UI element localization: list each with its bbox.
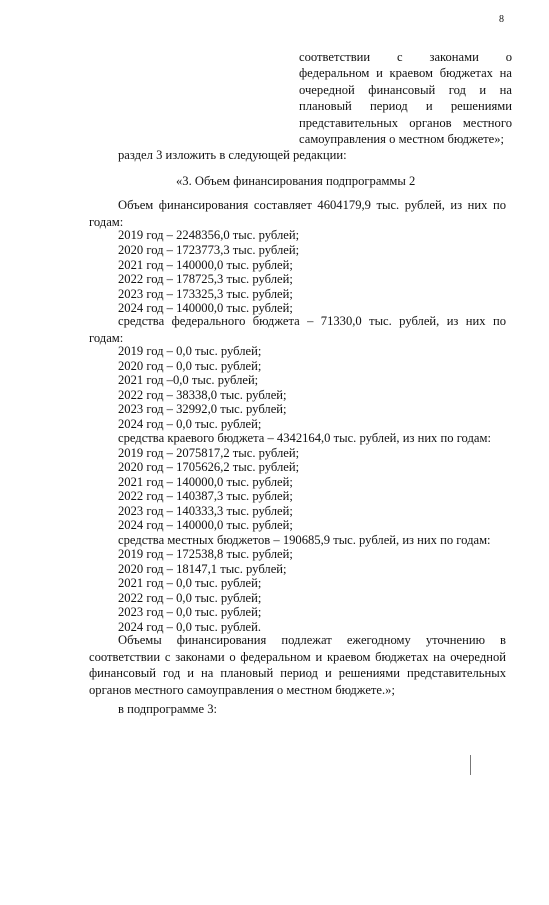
text-line: годам: <box>89 330 124 345</box>
total-paragraph <box>89 197 506 230</box>
year-line: 2023 год – 173325,3 тыс. рублей; <box>118 287 293 301</box>
section-instruction: раздел 3 изложить в следующей редакции: <box>118 148 347 162</box>
year-line: 2020 год – 18147,1 тыс. рублей; <box>118 562 287 576</box>
federal-paragraph <box>89 313 506 346</box>
year-line: 2023 год – 140333,3 тыс. рублей; <box>118 504 293 518</box>
year-line: 2021 год – 0,0 тыс. рублей; <box>118 576 262 590</box>
text-line: самоуправления о местном бюджете»; <box>299 132 505 147</box>
text-line: очередной финансовый год и на <box>299 82 512 97</box>
year-line: 2020 год – 1723773,3 тыс. рублей; <box>118 243 300 257</box>
text-line: соответствии с законами о федеральном и краевом бюджетах на очередной <box>89 649 506 664</box>
text-line: органов местного самоуправления о местном бюджете.»; <box>89 682 395 697</box>
year-line: 2021 год –0,0 тыс. рублей; <box>118 373 259 387</box>
year-line: 2022 год – 0,0 тыс. рублей; <box>118 591 262 605</box>
year-line: 2019 год – 0,0 тыс. рублей; <box>118 344 262 358</box>
text-line: Объем финансирования составляет 4604179,9 тыс. рублей, из них по <box>118 198 506 212</box>
page-number: 8 <box>499 14 504 25</box>
text-line: годам: <box>89 214 124 229</box>
year-line: 2024 год – 140000,0 тыс. рублей; <box>118 301 293 315</box>
closing-paragraph <box>89 632 506 698</box>
year-line: 2023 год – 32992,0 тыс. рублей; <box>118 402 287 416</box>
text-line: Объемы финансирования подлежат ежегодному уточнению в <box>118 633 506 647</box>
text-line: средства федерального бюджета – 71330,0 тыс. рублей, из них по <box>118 314 506 328</box>
year-line: 2019 год – 172538,8 тыс. рублей; <box>118 547 293 561</box>
text-line: федеральном и краевом бюджетах на <box>299 66 512 81</box>
section-title: «3. Объем финансирования подпрограммы 2 <box>176 174 416 188</box>
year-line: 2022 год – 140387,3 тыс. рублей; <box>118 489 293 503</box>
year-line: 2021 год – 140000,0 тыс. рублей; <box>118 475 293 489</box>
year-line: 2020 год – 0,0 тыс. рублей; <box>118 359 262 373</box>
year-line: 2024 год – 140000,0 тыс. рублей; <box>118 518 293 532</box>
local-header: средства местных бюджетов – 190685,9 тыс. рублей, из них по годам: <box>118 533 491 547</box>
year-line: 2024 год – 0,0 тыс. рублей; <box>118 417 262 431</box>
text-line: соответствии с законами о <box>299 50 512 64</box>
year-line: 2020 год – 1705626,2 тыс. рублей; <box>118 460 300 474</box>
year-line: 2019 год – 2075817,2 тыс. рублей; <box>118 446 300 460</box>
text-line: представительных органов местного <box>299 115 512 130</box>
year-line: 2021 год – 140000,0 тыс. рублей; <box>118 258 293 272</box>
year-line: 2019 год – 2248356,0 тыс. рублей; <box>118 228 300 242</box>
regional-header: средства краевого бюджета – 4342164,0 тыс. рублей, из них по годам: <box>118 431 491 445</box>
scan-mark <box>470 755 471 775</box>
text-line: плановый период и решениями <box>299 99 512 114</box>
year-line: 2022 год – 38338,0 тыс. рублей; <box>118 388 287 402</box>
text-line: финансовый год и на плановый период и решениями представительных <box>89 666 506 681</box>
year-line: 2023 год – 0,0 тыс. рублей; <box>118 605 262 619</box>
year-line: 2022 год – 178725,3 тыс. рублей; <box>118 272 293 286</box>
subprogram-instruction: в подпрограмме 3: <box>118 702 218 716</box>
continuation-block <box>299 49 512 147</box>
year-line: 2024 год – 0,0 тыс. рублей. <box>118 620 261 634</box>
